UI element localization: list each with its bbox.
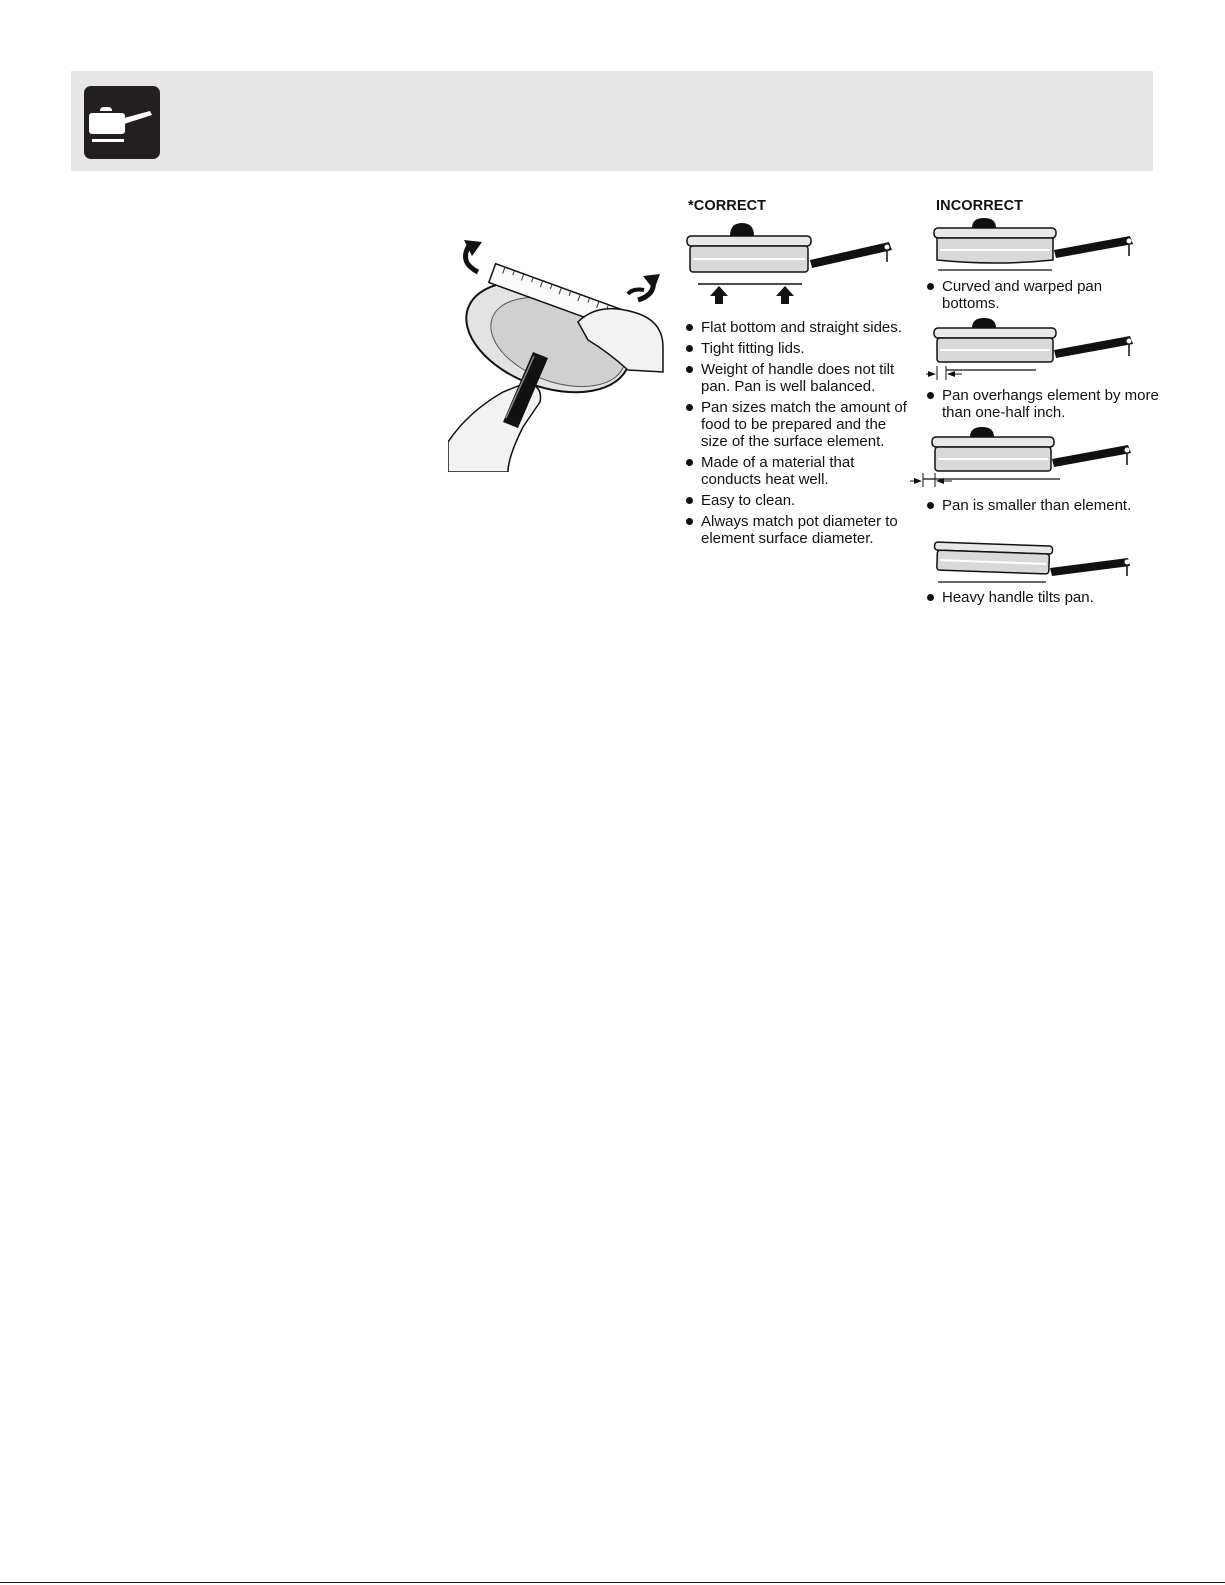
rotate-arrow-icon bbox=[628, 274, 660, 300]
footer-rule bbox=[0, 1582, 1225, 1583]
rotate-arrow-icon bbox=[464, 240, 482, 272]
overhang-pan-illustration bbox=[926, 314, 1147, 389]
correct-pan-illustration bbox=[684, 216, 910, 311]
correct-item: Pan sizes match the amount of food to be prepared and the size of the surface element. bbox=[685, 399, 910, 450]
incorrect-note: Curved and warped pan bottoms. bbox=[926, 278, 1162, 312]
correct-item: Made of a material that conducts heat well. bbox=[685, 454, 910, 488]
correct-list bbox=[685, 319, 910, 551]
correct-item: Tight fitting lids. bbox=[685, 340, 910, 357]
header-band bbox=[71, 71, 1153, 171]
correct-item: Always match pot diameter to element surface diameter. bbox=[685, 513, 910, 547]
incorrect-heading: INCORRECT bbox=[936, 198, 1024, 214]
smaller-pan-illustration bbox=[910, 423, 1147, 496]
warped-pan-illustration bbox=[932, 214, 1147, 281]
correct-item: Flat bottom and straight sides. bbox=[685, 319, 910, 336]
saucepan-icon bbox=[84, 86, 160, 159]
correct-item: Easy to clean. bbox=[685, 492, 910, 509]
incorrect-note: Pan is smaller than element. bbox=[926, 497, 1162, 514]
incorrect-note: Heavy handle tilts pan. bbox=[926, 589, 1162, 606]
pan-flatness-check-illustration bbox=[448, 232, 673, 472]
correct-item: Weight of handle does not tilt pan. Pan is well balanced. bbox=[685, 361, 910, 395]
tilted-pan-illustration bbox=[932, 538, 1147, 595]
incorrect-note: Pan overhangs element by more than one-half inch. bbox=[926, 387, 1162, 421]
correct-heading: *CORRECT bbox=[688, 198, 767, 214]
